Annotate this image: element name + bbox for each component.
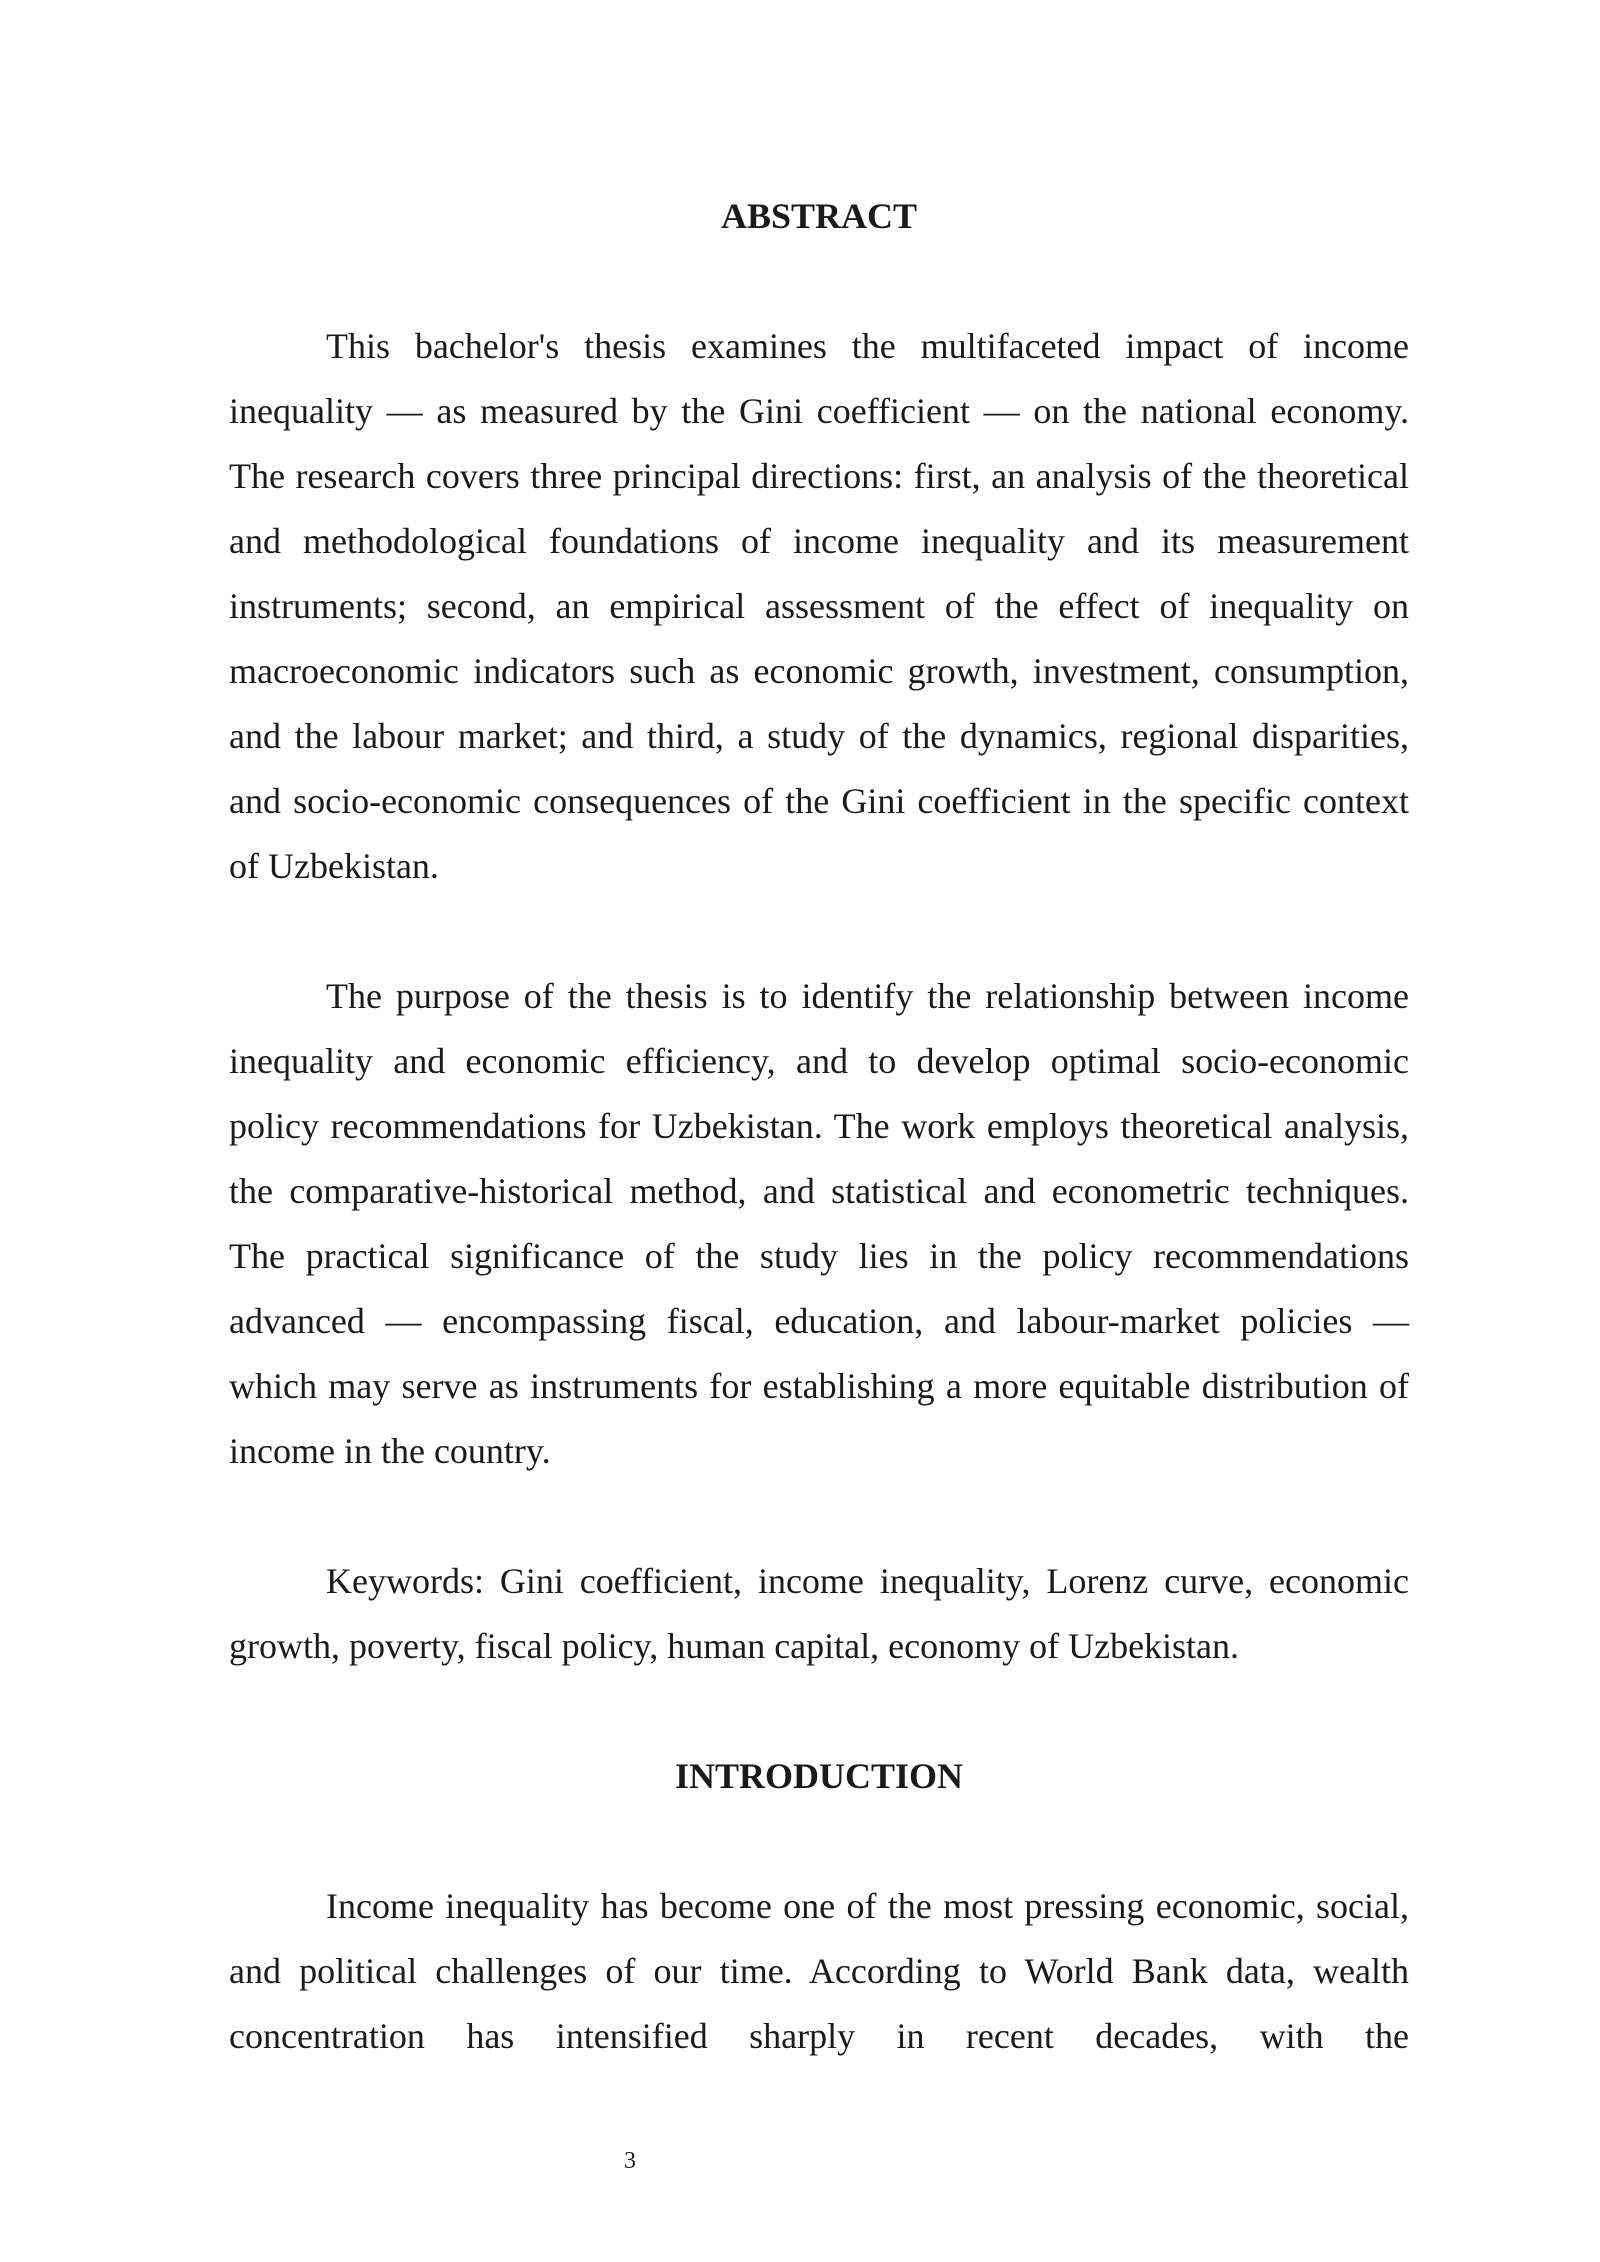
- keywords-block: [229, 1549, 1409, 1679]
- abstract-paragraph-1: This bachelor's thesis examines the multifaceted impact of income inequality — as measured by the Gini coefficient — on the national economy. The research covers three principal directions: first, an analysis of the theoretical and methodological foundations of income inequality and its measurement instruments; second, an empirical assessment of the effect of inequality on macroeconomic indicators such as economic growth, investment, consumption, and the labour market; and third, a study of the dynamics, regional disparities, and socio-economic consequences of the Gini coefficient in the specific context of Uzbekistan.: [229, 326, 1409, 886]
- abstract-paragraph-2: The purpose of the thesis is to identify the relationship between income inequality and economic efficiency, and to develop optimal socio-economic policy recommendations for Uzbekistan. The work employs theoretical analysis, the comparative-historical method, and statistical and econometric techniques. The practical significance of the study lies in the policy recommendations advanced — encompassing fiscal, education, and labour-market policies — which may serve as instruments for establishing a more equitable distribution of income in the country.: [229, 976, 1409, 1471]
- introduction-paragraph-1: Income inequality has become one of the most pressing economic, social, and political challenges of our time. According to World Bank data, wealth concentration has intensified sharply in recent decades, with the: [229, 1886, 1409, 2056]
- page-number: 3: [624, 2148, 636, 2174]
- introduction-heading: INTRODUCTION: [674, 1756, 964, 1796]
- keywords-paragraph: Keywords: Gini coefficient, income inequality, Lorenz curve, economic growth, poverty, fiscal policy, human capital, economy of Uzbekistan.: [229, 1561, 1409, 1666]
- abstract-paragraph-2-block: [229, 964, 1409, 1484]
- introduction-paragraph-1-block: [229, 1874, 1409, 2069]
- abstract-paragraph-1-block: [229, 314, 1409, 899]
- abstract-heading: ABSTRACT: [720, 196, 918, 236]
